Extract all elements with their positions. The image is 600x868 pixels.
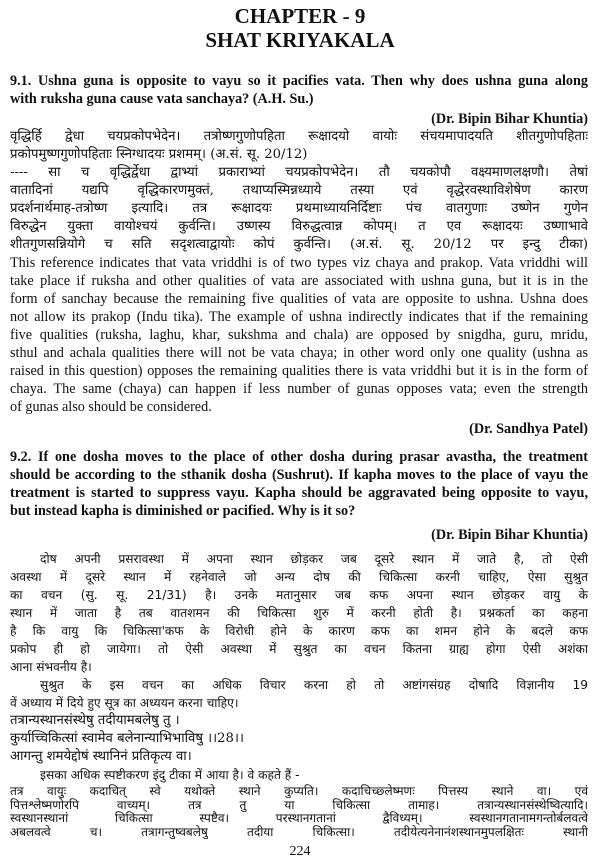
answer-author: (Dr. Sandhya Patel) <box>469 421 588 437</box>
hindi-line: प्रकोप ही हो जायेगा। तो ऐसी अवस्था में सुश्रुत का वचन कितना ग्राह्य होगा ऐसी अशंका <box>10 642 588 656</box>
chapter-title: SHAT KRIYAKALA <box>205 28 395 52</box>
hindi-line: स्थान में जाता है तब वातशमन की चिकित्सा शुरु में करनी होती है। प्रश्नकर्ता का कहना <box>10 606 588 620</box>
question-9-1-line: 9.1. Ushna guna is opposite to vayu so it pacifies vata. Then why does ushna guna along <box>10 73 588 89</box>
sanskrit-line: पित्तश्लेष्मणोरपि वाच्यम्। तत्र तु या चिकित्सा तामाह। तत्रान्यस्थानसंस्थेष्वित्यादि। <box>10 797 588 812</box>
english-line: chaya. The same (chaya) can happen if less number of gunas opposes vata; even the strength <box>10 381 588 397</box>
question-9-2-line: but instead kapha is diminished or pacified. Why is it so? <box>10 503 356 519</box>
hindi-line: आना संभवनीय है। <box>10 660 92 674</box>
sanskrit-line: वृद्धिर्हि द्वेधा चयप्रकोपभेदेन। तत्रोष्णगुणोपहिता रूक्षादयो वायोः संचयमापादयति शीतगुणोपहिताः <box>10 129 588 144</box>
sanskrit-line: प्रकोपमुष्णगुणोपहिताः स्निग्धादयः प्रशमम्। (अ.सं. सू. 20/12) <box>10 147 308 162</box>
hindi-line: है कि वायु कि चिकित्सा'कफ के विरोधी होने के कारण कफ का शमन होने के बदले कफ <box>10 624 588 638</box>
hindi-line: इसका अधिक स्पष्टीकरण इंदु टीका में आया है। वे कहते हैं - <box>40 768 300 782</box>
answer-author: (Dr. Bipin Bihar Khuntia) <box>431 527 588 543</box>
page-number: 224 <box>289 844 311 859</box>
chapter-number: CHAPTER - 9 <box>234 4 366 28</box>
question-9-2-line: 9.2. If one dosha moves to the place of other dosha during prasar avastha, the treatment <box>10 449 588 465</box>
sanskrit-line: वातादिनां यद्यपि वृद्धिकारणमुक्तं, तथाप्यस्मिन्नध्याये तस्या एवं वृद्धेरवस्थाविशेषेण कारण <box>10 183 588 198</box>
hindi-line: सुश्रुत के इस वचन का अधिक विचार करना हो तो अष्टांगसंग्रह दोषादि विज्ञानीय 19 <box>40 678 588 692</box>
english-line: five qualities (ruksha, laghu, khar, sukshma and chala) are opposed by snigdha, guru, mridu, <box>10 327 588 343</box>
sanskrit-line: प्रदर्शनार्थमाह-तत्रोष्ण इत्यादि। तत्र रूक्षादयः प्रथमाध्यायनिर्दिष्टाः पंच वातगुणाः उष्णेन गुणेन <box>10 201 588 216</box>
sloka-line: तत्रान्यस्थानसंस्थेषु तदीयामबलेषु तु । <box>10 713 180 728</box>
answer-author: (Dr. Bipin Bihar Khuntia) <box>431 111 588 127</box>
hindi-line: वें अध्याय में दिये हुए सूत्र का अध्ययन करना चाहिए। <box>10 696 239 710</box>
english-line: not allow its prakop (Indu tika). The example of ushna indirectly indicates that if the remaining <box>10 309 588 325</box>
english-line: form of sanchay because the remaining five qualities of vata are opposite to ushna. Ushna does <box>10 291 588 307</box>
english-line: raised in this question) opposes the remaining qualities there is vata vriddhi but it is in the form of <box>10 363 588 379</box>
english-line: This reference indicates that vata vriddhi is of two types viz chaya and prakop. Vata vriddhi will <box>10 255 588 271</box>
english-line: of gunas also should be considered. <box>10 399 212 415</box>
sanskrit-line: विरुद्धेन युक्ता वायोश्चयं कुर्वन्ति। उष्णस्य विरुद्धत्वान्न कोपम्। त एव रूक्षादयः उष्णाभावे <box>10 219 588 234</box>
hindi-line: अवस्था में दूसरे स्थान में रहनेवाले जो अन्य दोष की चिकित्सा करनी चाहिए, ऐसा सुश्रुत <box>10 570 588 584</box>
hindi-line: दोष अपनी प्रसरावस्था में अपना स्थान छोड़कर जब दूसरे स्थान में जाते है, तो ऐसी <box>40 552 588 566</box>
question-9-2-line: should be according to the sthanik dosha (Sushrut). If kapha moves to the place of vayu the <box>10 467 588 483</box>
question-9-2-line: treatment is started to suppress vayu. Kapha should be aggravated being opposite to vayu, <box>10 485 588 501</box>
english-line: take place if ruksha and other qualities of vata are associated with ushna guna, but it is in the <box>10 273 588 289</box>
english-line: sthul and achala qualities there will not be vata chaya; in other word only one quality (ushna as <box>10 345 588 361</box>
sanskrit-line: स्वस्थानस्थानां चिकित्सा स्पष्टैव। परस्थानगतानां द्वैविध्यम्। स्वस्थानगतानामगन्तोर्बलवत्वे <box>10 811 588 826</box>
sloka-line: कुर्याच्चिकित्सां स्वामेव बलेनान्याभिभाविषु ।।28।। <box>10 731 244 746</box>
hindi-line: का वचन (सु. सू. 21/31) है। उनके मतानुसार जब कफ अपना स्थान छोड़कर वायु के <box>10 588 588 602</box>
sloka-line: आगन्तु शमयेद्दोषं स्थानिनं प्रतिकृत्य वा। <box>10 749 192 764</box>
sanskrit-line: तत्र वायुः कदाचित् स्वे यथोक्ते स्थाने कुप्यति। कदाचिच्छ्लेष्मणः पित्तस्य स्थाने वा। एवं <box>10 784 588 798</box>
sanskrit-line: अबलवत्वे च। तत्रागन्तुष्वबलेषु तदीया चिकित्सा। तदीयेत्यनेनानंशस्थानमुपलक्षितः स्थानी <box>10 824 588 839</box>
sanskrit-line: शीतगुणसन्नियोगे च सति सदृशत्वाद्वायोः कोपं कुर्वन्ति। (अ.सं. सू. 20/12 पर इन्दु टीका) <box>10 237 588 252</box>
sanskrit-line: ---- सा च वृद्धिर्द्वेधा द्वाभ्यां प्रकाराभ्यां चयप्रकोपभेदेन। तौ चयकोपौ वक्ष्यमाणलक्षणौ। तेषां <box>10 165 588 180</box>
question-9-1-line: with ruksha guna cause vata sanchaya? (A.H. Su.) <box>10 91 314 107</box>
